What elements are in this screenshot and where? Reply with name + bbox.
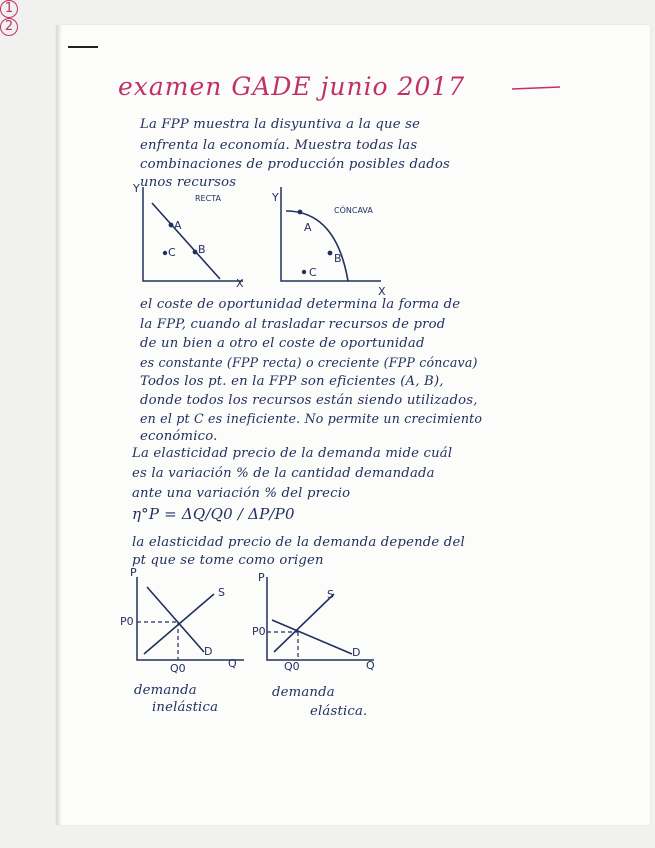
concava-point-a: A (304, 221, 312, 234)
q1-line-2: enfrenta la economía. Muestra todas las (140, 138, 418, 153)
elastic-p0: P0 (252, 625, 266, 638)
formula-text: η°P = ΔQ/Q0 / ΔP/P0 (132, 505, 295, 523)
q2-line-2: es la variación % de la cantidad demandada (132, 466, 435, 481)
demand-line (272, 620, 352, 654)
inelastic-p0: P0 (120, 615, 134, 628)
q1-expl-6: donde todos los recursos están siendo utilizados, (140, 393, 478, 408)
concava-point-b: B (334, 252, 342, 265)
elastic-caption-1: demanda (272, 685, 335, 700)
elastic-supply: S (327, 588, 334, 601)
q1-expl-3: de un bien a otro el coste de oportunidad (140, 336, 425, 351)
recta-title: RECTA (195, 194, 221, 203)
q1-line-1: La FPP muestra la disyuntiva a la que se (140, 117, 421, 132)
q1-expl-7: en el pt C es ineficiente. No permite un crecimiento (140, 411, 483, 426)
recta-point-b: B (198, 243, 206, 256)
page-title: examen GADE junio 2017 (118, 72, 466, 101)
concava-xlabel: X (378, 285, 386, 298)
fpp-curve (286, 211, 348, 281)
question-2-label: 2 (4, 19, 14, 34)
elastic-q0: Q0 (284, 660, 300, 673)
question-1-label: 1 (4, 1, 14, 16)
inelastic-caption-2: inelástica (152, 700, 219, 715)
q1-expl-1: el coste de oportunidad determina la forma de (140, 297, 461, 312)
concava-point-c: C (309, 266, 317, 279)
concava-ylabel: Y (272, 191, 279, 204)
recta-ylabel: Y (133, 182, 140, 195)
elastic-demand: D (352, 646, 361, 659)
q2-line2-2: pt que se tome como origen (132, 553, 324, 568)
q1-expl-5: Todos los pt. en la FPP son eficientes (A, B), (140, 374, 444, 389)
inelastic-demand: D (204, 645, 213, 658)
inelastic-q0: Q0 (170, 662, 186, 675)
recta-xlabel: X (236, 277, 244, 290)
q1-line-4: unos recursos (140, 175, 237, 190)
q1-expl-4: es constante (FPP recta) o creciente (FPP cóncava) (140, 355, 478, 370)
q2-line-1: La elasticidad precio de la demanda mide cuál (132, 446, 453, 461)
inelastic-xlabel: Q (228, 657, 237, 670)
inelastic-supply: S (218, 586, 225, 599)
q1-expl-8: económico. (140, 429, 218, 444)
elastic-xlabel: Q (366, 659, 375, 672)
demand-line (147, 587, 204, 652)
graph-fpp-concava (276, 185, 386, 295)
graph-fpp-recta (138, 185, 248, 295)
q1-expl-2: la FPP, cuando al trasladar recursos de prod (140, 317, 446, 332)
inelastic-ylabel: P (130, 566, 137, 579)
elastic-caption-2: elástica. (310, 704, 368, 719)
concava-title: CÓNCAVA (334, 206, 373, 215)
recta-point-c: C (168, 246, 176, 259)
inelastic-caption-1: demanda (134, 683, 197, 698)
recta-point-a: A (174, 219, 182, 232)
q1-line-3: combinaciones de producción posibles dados (140, 157, 450, 172)
fpp-line (152, 203, 220, 279)
elasticity-formula (132, 505, 295, 523)
graph-demand-elastic (262, 572, 382, 672)
q2-line2-1: la elasticidad precio de la demanda depende del (132, 535, 465, 550)
q2-line-3: ante una variación % del precio (132, 486, 351, 501)
elastic-ylabel: P (258, 571, 265, 584)
